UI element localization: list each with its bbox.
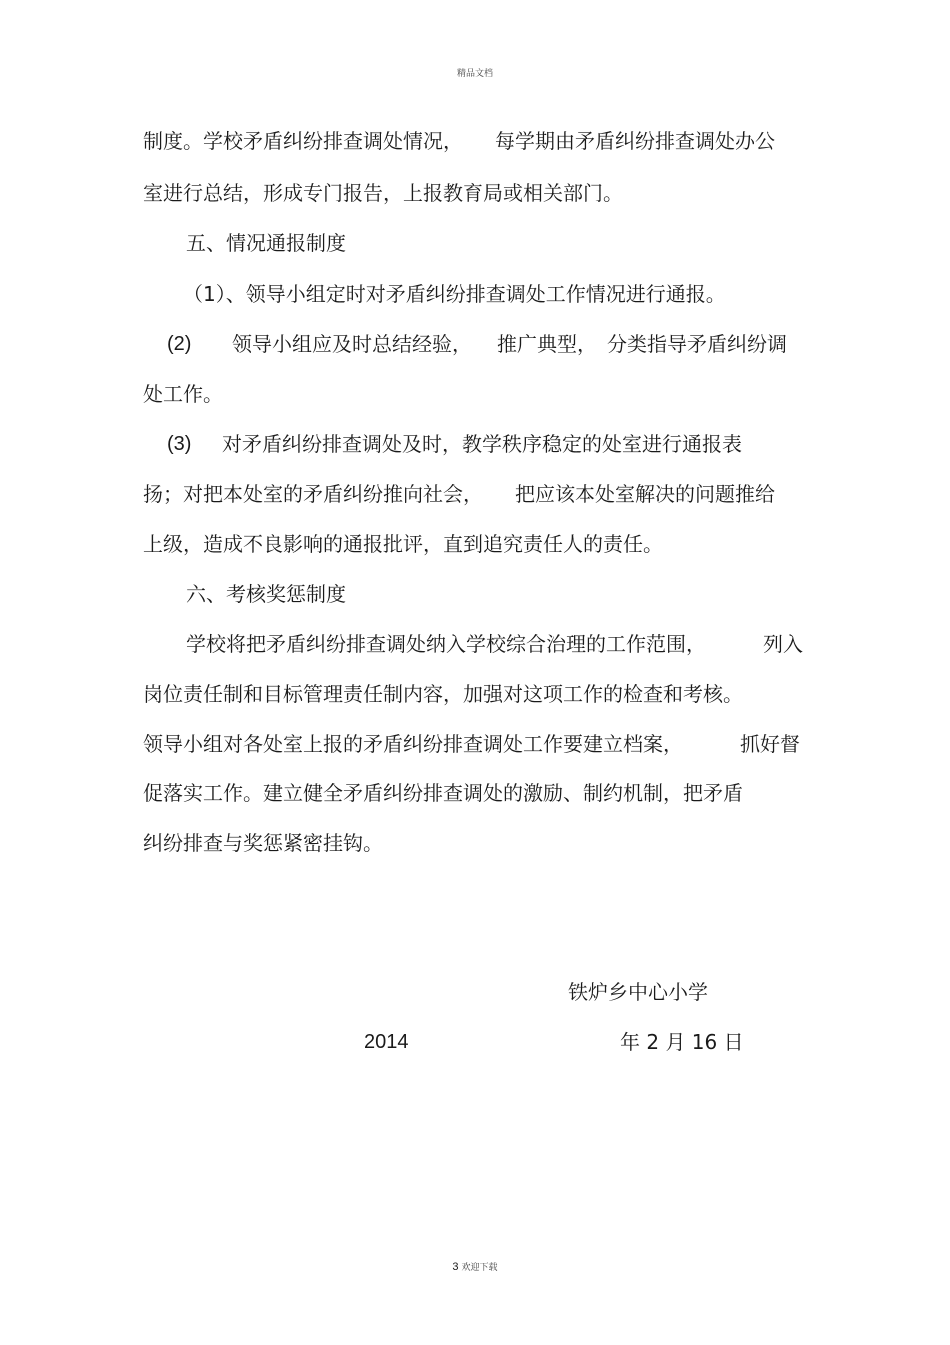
- paragraph-line: 制度。学校矛盾纠纷排查调处情况，: [143, 129, 463, 153]
- paragraph-line: 室进行总结，形成专门报告，上报教育局或相关部门。: [143, 181, 623, 205]
- paragraph-line: 促落实工作。建立健全矛盾纠纷排查调处的激励、制约机制，把矛盾: [143, 781, 743, 805]
- page-footer: [0, 1260, 950, 1273]
- list-item: 分类指导矛盾纠纷调: [607, 332, 787, 356]
- section-heading: 五、情况通报制度: [186, 231, 346, 255]
- paragraph-line: 学校将把矛盾纠纷排查调处纳入学校综合治理的工作范围，: [186, 632, 706, 656]
- list-item-number: (2): [167, 333, 192, 355]
- signature-organization: 铁炉乡中心小学: [568, 980, 708, 1004]
- page-number: 3: [452, 1261, 459, 1273]
- signature-date: 年 2 月 16 日: [620, 1030, 744, 1054]
- paragraph-line: 纠纷排查与奖惩紧密挂钩。: [143, 831, 383, 855]
- section-heading: 六、考核奖惩制度: [186, 582, 346, 606]
- list-item: 对矛盾纠纷排查调处及时，教学秩序稳定的处室进行通报表: [222, 432, 742, 456]
- paragraph-line: 列入: [763, 632, 803, 656]
- list-item: 领导小组应及时总结经验，: [232, 332, 472, 356]
- header-watermark: 精品文档: [456, 69, 493, 79]
- list-item: （1）、领导小组定时对矛盾纠纷排查调处工作情况进行通报。: [183, 282, 726, 306]
- paragraph-line: 领导小组对各处室上报的矛盾纠纷排查调处工作要建立档案，: [143, 732, 683, 756]
- list-item: 处工作。: [143, 382, 223, 406]
- signature-year: 2014: [364, 1031, 409, 1053]
- paragraph-line: 岗位责任制和目标管理责任制内容，加强对这项工作的检查和考核。: [143, 682, 743, 706]
- list-item-number: (3): [167, 433, 192, 455]
- list-item: 推广典型，: [497, 332, 597, 356]
- list-item: 扬；对把本处室的矛盾纠纷推向社会，: [143, 482, 483, 506]
- footer-text: 欢迎下载: [461, 1263, 498, 1273]
- list-item: 上级，造成不良影响的通报批评，直到追究责任人的责任。: [143, 532, 663, 556]
- paragraph-line: 每学期由矛盾纠纷排查调处办公: [495, 129, 775, 153]
- list-item: 把应该本处室解决的问题推给: [515, 482, 775, 506]
- paragraph-line: 抓好督: [740, 732, 800, 756]
